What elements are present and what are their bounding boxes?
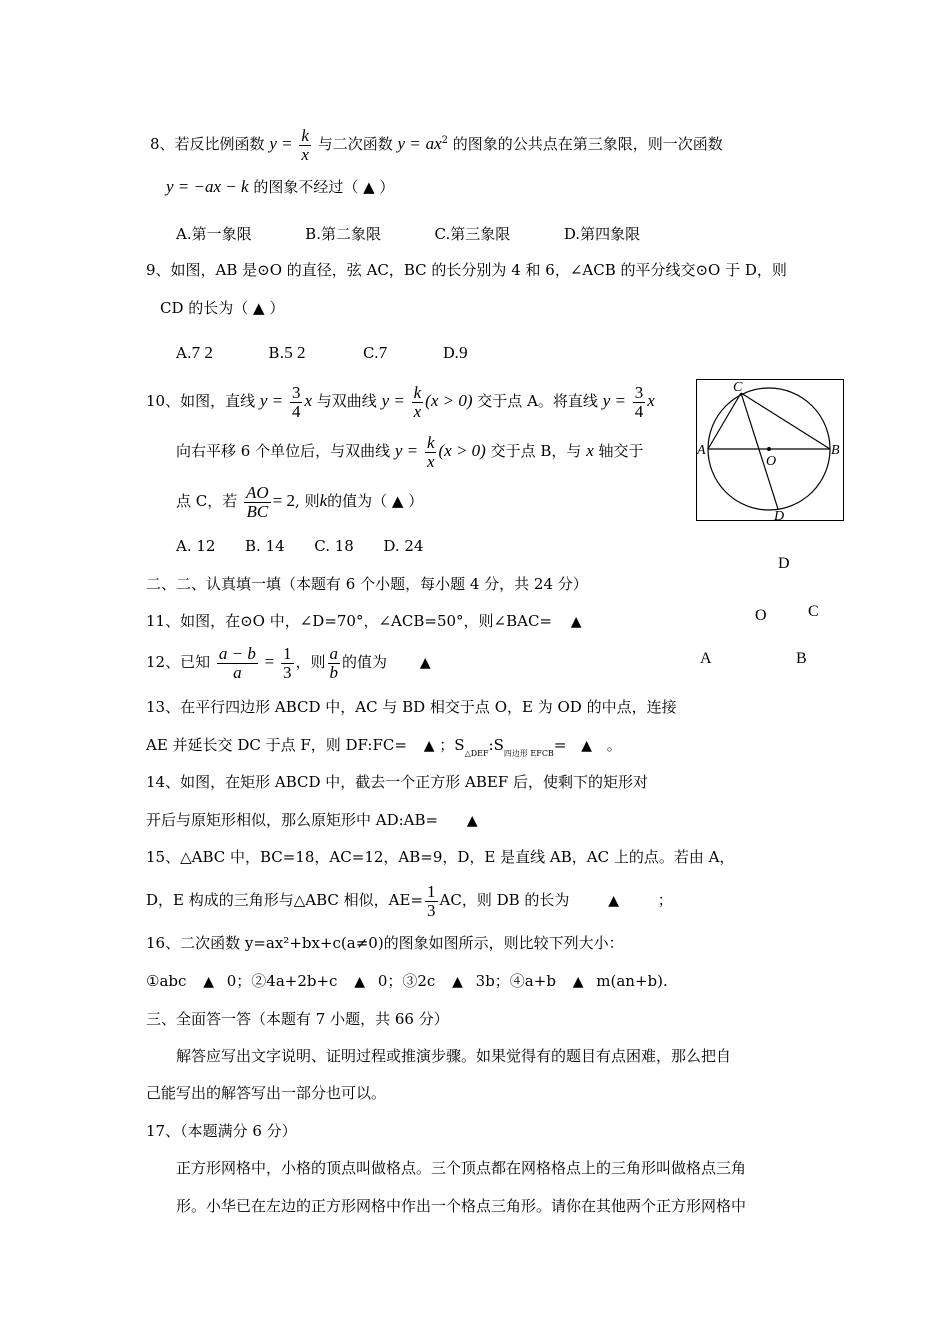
q10-text: 的值为（ ▲ ） [327,492,424,510]
option-b: B. [268,344,285,362]
q13-text: AE 并延长交 DC 于点 F，则 DF:FC= [146,736,407,754]
q9-line1: 9、如图，AB 是⊙O 的直径，弦 AC，BC 的长分别为 4 和 6，∠ACB 的平分线交⊙O 于 D，则 [146,261,787,279]
q11-line [146,611,582,632]
option-d: D.第四象限 [563,225,641,243]
math-linear: y = −ax − k [166,177,249,196]
q10-text: 轴交于 [598,442,644,460]
math-y: y = [269,134,293,153]
math-y: y = [397,134,421,153]
numerator: 1 [427,881,436,901]
option-a: A.第一象限 [176,225,252,243]
exponent: 2 [441,135,448,146]
q15-line2 [146,876,673,924]
denominator: x [426,451,435,471]
math-ax: ax [425,134,442,153]
chord-cd [741,393,778,509]
answer-blank: ▲ [419,655,431,671]
answer-blank: ▲ [570,614,582,630]
q10-line1 [146,376,655,426]
q16-line1: 16、二次函数 y=ax²+bx+c(a≠0)的图象如图所示，则比较下列大小： [146,934,624,952]
q12-text: 的值为 [342,653,388,671]
q8-text: 8、若反比例函数 [150,135,265,153]
section-3-heading: 三、全面答一答（本题有 7 小题，共 66 分） [146,1010,449,1028]
math-condition: (x > 0) [425,391,473,410]
section-2-heading: 二、二、认真填一填（本题有 6 个小题，每小题 4 分，共 24 分） [146,575,588,593]
math-condition: (x > 0) [438,441,486,460]
q15-line1: 15、△ABC 中，BC=18，AC=12，AB=9，D，E 是直线 AB，AC 上的点。若由 A， [146,848,735,866]
q8-line2 [166,177,394,197]
math-equals-two: = 2 [272,491,296,510]
answer-blank: ▲ [203,974,214,990]
q8-line1 [150,116,723,166]
answer-blank: ▲ [608,893,619,909]
q14-line1: 14、如图，在矩形 ABCD 中，截去一个正方形 ABEF 后，使剩下的矩形对 [146,773,649,791]
option-b: B. 14 [245,537,285,555]
denominator: x [301,144,309,164]
denominator: BC [246,501,269,521]
q16-part-3: 0；③2c [377,972,436,990]
math-y: y = [381,391,405,410]
circle-figure [696,379,844,521]
center-point [767,447,771,451]
intro-line1: 解答应写出文字说明、证明过程或推演步骤。如果觉得有的题目有点困难，那么把自 [176,1047,732,1065]
q15-text: AC，则 DB 的长为 [439,891,570,909]
math-y: y = [394,441,419,460]
math-equals: = [264,652,275,671]
fraction-3-over-4 [290,384,303,421]
math-x: x [586,441,594,460]
q14-line2 [146,810,478,831]
float-label-b: B [796,650,807,667]
denominator: a [233,662,242,682]
q12-text: 12、已知 [146,653,211,671]
chord-ac [708,393,741,449]
denominator: 3 [427,900,436,920]
q16-part-4: 3b；④a+b [475,972,556,990]
q15-text: D，E 构成的三角形与△ABC 相似，AE= [146,891,424,909]
float-label-o: O [755,607,767,624]
option-a: A. 12 [176,537,216,555]
answer-blank: ▲ [452,974,463,990]
fraction-a-minus-b-over-a [217,645,258,682]
label-a: A [697,443,706,458]
numerator: AO [246,482,269,502]
numerator: 3 [291,382,301,402]
q15-text: ； [657,891,673,909]
numerator: a − b [218,643,256,663]
q14-text: 开后与原矩形相似，那么原矩形中 AD:AB= [146,811,439,829]
q13-text: 。 [606,736,622,754]
q12-text: ，则 [295,653,326,671]
fraction-ao-over-bc [244,484,271,521]
q10-line2 [176,426,644,476]
q17-line2: 正方形网格中，小格的顶点叫做格点。三个顶点都在网格格点上的三角形叫做格点三角 [176,1159,747,1177]
q13-text: :S [488,736,504,754]
fraction-3-over-4 [633,384,646,421]
option-c: C. 18 [314,537,354,555]
denominator: 4 [291,401,301,421]
option-c-value: 7 [378,343,388,362]
denominator: 4 [634,401,644,421]
label-o: O [766,454,777,469]
q9-line2: CD 的长为（ ▲ ） [160,299,285,317]
denominator: 3 [283,662,292,682]
option-a: A. [176,344,192,362]
q16-part-1: ①abc [146,972,187,990]
option-d: D. [442,344,460,362]
q10-text: 交于点 B，与 [490,442,582,460]
q8-text: 的图象的公共点在第三象限，则一次函数 [452,135,723,153]
option-b: B.第二象限 [305,225,381,243]
q10-text: , 则 [295,492,320,510]
label-d: D [774,509,785,521]
float-label-a: A [700,650,712,667]
q10-text: 10、如图，直线 [146,392,256,410]
option-c: C.第三象限 [434,225,511,243]
q17-line1: 17、（本题满分 6 分） [146,1122,297,1140]
math-x: x [304,391,312,410]
label-c: C [733,380,743,395]
fraction-a-over-b [328,645,341,682]
q13-text: = [553,736,567,754]
denominator: b [329,662,339,682]
denominator: x [413,401,422,421]
numerator: a [329,643,339,663]
q8-options [176,224,640,244]
q9-options [176,343,468,363]
numerator: 3 [634,382,644,402]
q13-text: ；S [439,736,465,754]
float-label-c: C [808,603,819,620]
q12-line [146,637,431,687]
fraction-k-over-x [299,127,311,164]
q8-text: 的图象不经过（ ▲ ） [253,178,395,196]
option-d: D. 24 [383,537,424,555]
q11-text: 11、如图，在⊙O 中，∠D=70°，∠ACB=50°，则∠BAC= [146,612,552,630]
answer-blank: ▲ [572,974,584,990]
subscript-efcb: 四边形 EFCB [503,749,554,758]
fraction-k-over-x [425,434,437,471]
numerator: k [301,125,309,145]
answer-blank: ▲ [466,813,478,829]
option-b-value: 5 2 [284,343,306,362]
numerator: k [413,382,422,402]
answer-blank: ▲ [581,738,592,754]
math-x: x [647,391,655,410]
q13-line2 [146,735,622,764]
q16-line2 [146,971,668,992]
answer-blank: ▲ [354,974,366,990]
option-d-value: 9 [459,343,468,362]
label-b: B [831,443,840,458]
float-label-d: D [778,555,790,572]
q16-part-2: 0；②4a+2b+c [226,972,338,990]
q10-text: 点 C，若 [176,492,238,510]
option-a-value: 7 2 [191,343,213,362]
fraction-k-over-x [412,384,424,421]
option-c: C. [363,344,379,362]
q17-line3: 形。小华已在左边的正方形网格中作出一个格点三角形。请你在其他两个正方形网格中 [176,1197,747,1215]
intro-line2: 己能写出的解答写出一部分也可以。 [146,1084,387,1102]
numerator: 1 [283,643,292,663]
q10-text: 向右平移 6 个单位后，与双曲线 [176,442,391,460]
subscript-def: △DEF [464,749,489,758]
q10-options [176,536,424,556]
math-y: y = [259,391,284,410]
q16-part-5: m(an+b). [596,972,668,990]
chord-bc [741,393,830,449]
fraction-1-over-3 [425,883,438,920]
numerator: k [426,432,435,452]
q10-text: 交于点 A。将直线 [477,392,598,410]
math-y: y = [602,391,626,410]
q8-text: 与二次函数 [317,135,393,153]
answer-blank: ▲ [423,738,435,754]
q10-line3 [176,476,423,526]
q13-line1: 13、在平行四边形 ABCD 中，AC 与 BD 相交于点 O，E 为 OD 的中点，连接 [146,698,677,716]
fraction-1-over-3 [281,645,294,682]
q10-text: 与双曲线 [316,392,377,410]
math-k: k [319,491,328,510]
